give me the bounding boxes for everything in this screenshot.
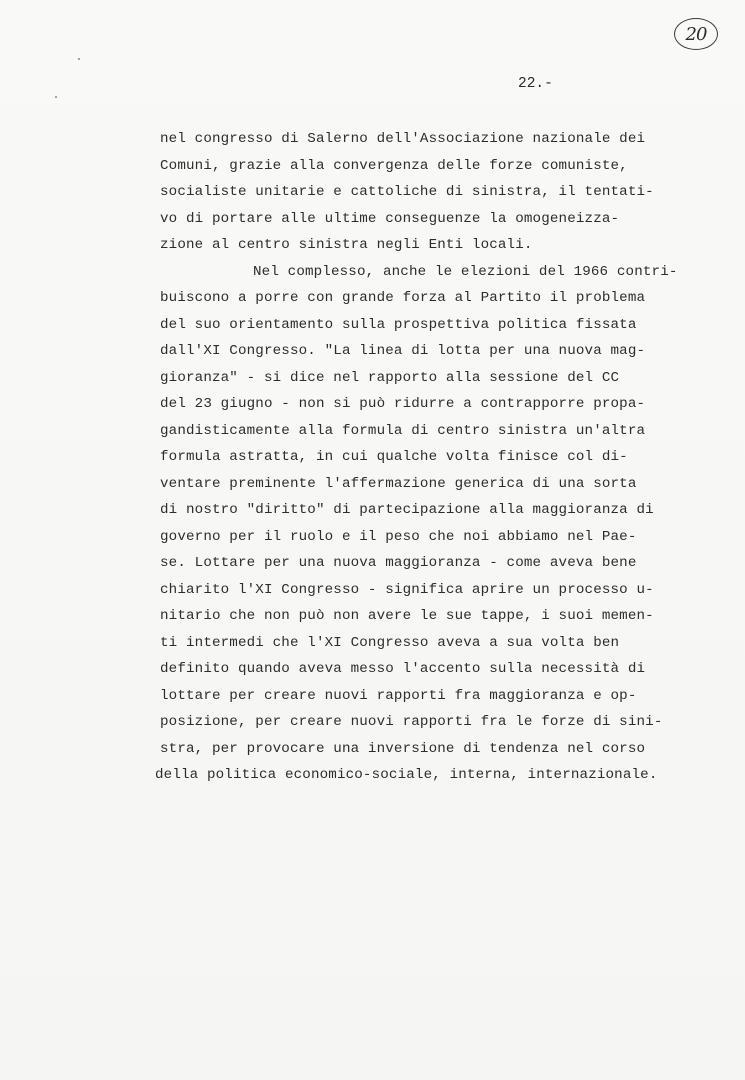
text-line: gioranza" - si dice nel rapporto alla sessione del CC — [160, 369, 620, 386]
text-line: della politica economico-sociale, interna, internazionale. — [155, 767, 658, 783]
text-line: di nostro "diritto" di partecipazione alla maggioranza di — [160, 502, 654, 518]
text-line: chiarito l'XI Congresso - significa aprire un processo u- — [160, 581, 654, 598]
text-line: governo per il ruolo e il peso che noi abbiamo nel Pae- — [160, 528, 637, 545]
paper-speck — [55, 96, 57, 98]
typewritten-body — [155, 126, 700, 789]
text-line: socialiste unitarie e cattoliche di sinistra, il tentati- — [160, 184, 654, 200]
paper-speck — [78, 58, 80, 60]
text-line: posizione, per creare nuovi rapporti fra le forze di sini- — [160, 714, 663, 730]
text-line: nel congresso di Salerno dell'Associazione nazionale dei — [160, 131, 646, 147]
paragraph-start-line: Nel complesso, anche le elezioni del 1966 contri- — [253, 263, 678, 280]
text-line: lottare per creare nuovi rapporti fra maggioranza e op- — [160, 687, 637, 704]
text-line: buiscono a porre con grande forza al Partito il problema — [160, 290, 646, 306]
text-line: del 23 giugno - non si può ridurre a contrapporre propa- — [160, 396, 646, 412]
archive-stamp-number: 20 — [685, 23, 707, 45]
text-line: zione al centro sinistra negli Enti locali. — [160, 237, 533, 253]
text-line: gandisticamente alla formula di centro sinistra un'altra — [160, 422, 646, 439]
text-line: stra, per provocare una inversione di tendenza nel corso — [160, 740, 646, 757]
page-number: 22.- — [518, 76, 553, 92]
archive-page-stamp — [674, 18, 718, 50]
text-line: ventare preminente l'affermazione generica di una sorta — [160, 475, 637, 492]
text-line: Comuni, grazie alla convergenza delle forze comuniste, — [160, 157, 628, 174]
text-line: dall'XI Congresso. "La linea di lotta per una nuova mag- — [160, 343, 646, 359]
text-line: formula astratta, in cui qualche volta finisce col di- — [160, 449, 628, 465]
text-line: nitario che non può non avere le sue tappe, i suoi memen- — [160, 608, 654, 624]
text-line: se. Lottare per una nuova maggioranza - come aveva bene — [160, 555, 637, 571]
text-line: vo di portare alle ultime conseguenze la omogeneizza- — [160, 210, 620, 227]
text-line: ti intermedi che l'XI Congresso aveva a sua volta ben — [160, 634, 620, 651]
text-line: del suo orientamento sulla prospettiva politica fissata — [160, 316, 637, 333]
text-line: definito quando aveva messo l'accento sulla necessità di — [160, 661, 646, 677]
